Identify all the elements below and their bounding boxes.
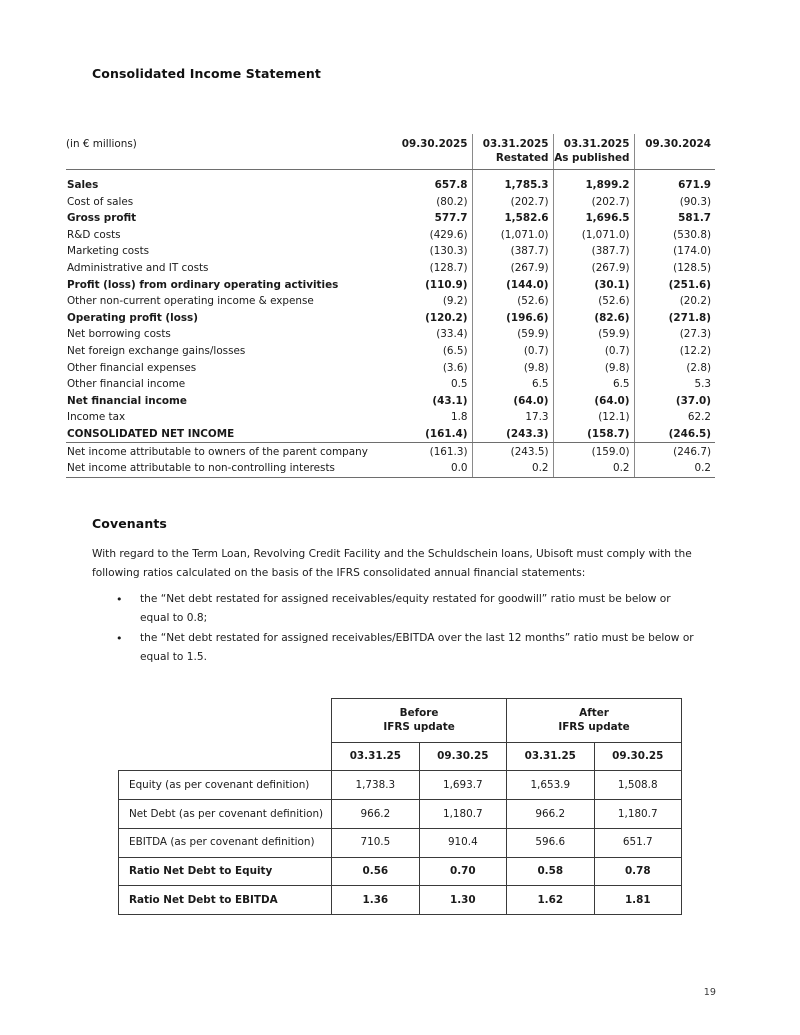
income-row-value: (52.6) (553, 293, 634, 310)
covenants-intro-paragraph: With regard to the Term Loan, Revolving Credit Facility and the Schuldschein loans, Ubisoft must comply with the following ratios calculated on the basis of the IFRS consolidated annual financial statements: (92, 548, 692, 580)
covenants-empty-corner (119, 742, 332, 771)
income-row-value: (33.4) (436, 328, 468, 341)
income-row-value: (3.6) (442, 361, 468, 374)
covenants-row-value: 710.5 (332, 828, 419, 857)
covenants-row-label: Ratio Net Debt to EBITDA (119, 886, 332, 915)
income-row-value: (90.3) (634, 194, 715, 211)
income-row-value: 0.2 (634, 460, 715, 477)
income-row-value: 6.5 (472, 376, 553, 393)
income-row-value: (9.8) (472, 360, 553, 377)
covenants-row-label: Net Debt (as per covenant definition) (119, 800, 332, 829)
income-row-value: (82.6) (553, 310, 634, 327)
income-row-value: (159.0) (553, 443, 634, 460)
table-row (66, 310, 715, 327)
covenants-row-value: 596.6 (507, 828, 594, 857)
table-row (66, 360, 715, 377)
income-row-value: (243.3) (472, 426, 553, 443)
income-row-label: CONSOLIDATED NET INCOME (66, 426, 391, 443)
income-row-value: 1,785.3 (472, 177, 553, 194)
list-item (116, 629, 704, 668)
income-column-header: 03.31.2025 Restated (472, 134, 553, 170)
covenants-row-value: 1,653.9 (507, 771, 594, 800)
table-row (66, 277, 715, 294)
covenants-column-header: 09.30.25 (419, 742, 506, 771)
income-row-value: (158.7) (553, 426, 634, 443)
page-title-income-statement: Consolidated Income Statement (92, 66, 321, 81)
table-row (66, 227, 715, 244)
income-row-value: (59.9) (553, 326, 634, 343)
page-title-covenants: Covenants (92, 516, 167, 531)
income-row-value: (429.6) (429, 228, 468, 241)
covenants-row-value: 1,180.7 (594, 800, 681, 829)
bullet-dot-icon: • (116, 593, 123, 606)
covenants-row-value: 651.7 (594, 828, 681, 857)
income-row-value: (0.7) (553, 343, 634, 360)
income-row-label: Operating profit (loss) (67, 311, 198, 324)
income-row-value: 0.2 (553, 460, 634, 477)
covenants-row-value: 1.30 (419, 886, 506, 915)
income-row-value: (530.8) (634, 227, 715, 244)
income-column-header: 03.31.2025 As published (553, 134, 634, 170)
covenants-row-value: 1,180.7 (419, 800, 506, 829)
covenants-row-value: 0.56 (332, 857, 419, 886)
income-row-value: 1.8 (450, 411, 468, 424)
income-row-value: (52.6) (472, 293, 553, 310)
table-row (66, 393, 715, 410)
income-row-value: 1,696.5 (553, 210, 634, 227)
income-row-value: (161.3) (429, 445, 468, 458)
income-row-label: Other non-current operating income & expense (67, 295, 314, 308)
income-column-header: 09.30.2024 (634, 134, 715, 170)
table-row (119, 771, 682, 800)
table-row (119, 800, 682, 829)
income-row-value: 577.7 (434, 212, 468, 225)
income-row-value: (251.6) (634, 277, 715, 294)
income-row-value: (130.3) (429, 245, 468, 258)
income-row-value: (9.2) (442, 295, 468, 308)
list-item (116, 590, 704, 629)
income-row-label: R&D costs (67, 228, 121, 241)
covenants-empty-corner (119, 699, 332, 743)
income-row-value: (246.5) (634, 426, 715, 443)
table-row (66, 426, 715, 443)
income-row-value: (9.8) (553, 360, 634, 377)
list-item-text: the “Net debt restated for assigned receivables/EBITDA over the last 12 months” ratio must be below or equal to 1.5. (140, 631, 694, 663)
income-row-value: (1,071.0) (472, 227, 553, 244)
table-row (66, 443, 715, 460)
covenants-row-value: 1.36 (332, 886, 419, 915)
income-row-value: (267.9) (553, 260, 634, 277)
income-row-label: Net borrowing costs (67, 328, 171, 341)
income-row-value: 1,582.6 (472, 210, 553, 227)
income-row-value: (161.4) (391, 426, 472, 443)
income-row-value: (64.0) (553, 393, 634, 410)
income-row-value: 657.8 (434, 179, 468, 192)
income-row-value: (128.7) (429, 262, 468, 275)
income-statement-table (66, 134, 715, 478)
income-row-label: Net income attributable to owners of the parent company (67, 445, 368, 458)
page-number: 19 (703, 987, 716, 998)
income-row-label: Income tax (67, 411, 126, 424)
table-row (66, 293, 715, 310)
table-row (66, 409, 715, 426)
income-unit-label: (in € millions) (66, 134, 391, 170)
covenants-group-header: After IFRS update (507, 699, 682, 743)
income-row-label: Profit (loss) from ordinary operating activities (67, 278, 339, 291)
income-row-value: 62.2 (634, 409, 715, 426)
covenants-row-value: 0.58 (507, 857, 594, 886)
income-row-value: 581.7 (634, 210, 715, 227)
table-row (66, 177, 715, 194)
table-row (119, 886, 682, 915)
income-row-value: (37.0) (634, 393, 715, 410)
covenants-row-value: 1,508.8 (594, 771, 681, 800)
income-row-value: (120.2) (425, 311, 468, 324)
covenants-group-header: Before IFRS update (332, 699, 507, 743)
table-row (66, 376, 715, 393)
income-row-value: (267.9) (472, 260, 553, 277)
income-row-value: 1,899.2 (553, 177, 634, 194)
covenants-group-header-row (119, 699, 682, 743)
income-row-label: Other financial income (67, 378, 186, 391)
income-row-value: (27.3) (634, 326, 715, 343)
covenants-row-value: 966.2 (507, 800, 594, 829)
income-row-value: (196.6) (472, 310, 553, 327)
income-row-value: (64.0) (472, 393, 553, 410)
income-row-value: (43.1) (432, 394, 468, 407)
covenants-row-value: 1,738.3 (332, 771, 419, 800)
income-row-value: 0.5 (450, 378, 468, 391)
income-row-value: (0.7) (472, 343, 553, 360)
income-row-value: (12.2) (634, 343, 715, 360)
income-row-value: (243.5) (472, 443, 553, 460)
covenants-bullet-list (116, 590, 704, 667)
table-row (66, 210, 715, 227)
income-row-value: 671.9 (634, 177, 715, 194)
income-row-value: (1,071.0) (553, 227, 634, 244)
income-row-label: Marketing costs (67, 245, 150, 258)
income-row-label: Cost of sales (67, 195, 134, 208)
table-row (66, 194, 715, 211)
income-row-value: (30.1) (553, 277, 634, 294)
income-row-value: (6.5) (442, 345, 468, 357)
covenants-column-header: 03.31.25 (507, 742, 594, 771)
table-row (66, 243, 715, 260)
covenants-row-value: 1.62 (507, 886, 594, 915)
income-row-value: (128.5) (634, 260, 715, 277)
table-row (66, 260, 715, 277)
income-row-value: 0.0 (391, 460, 472, 477)
income-row-value: (387.7) (553, 243, 634, 260)
income-row-value: 6.5 (553, 376, 634, 393)
covenants-row-value: 910.4 (419, 828, 506, 857)
income-row-value: (271.8) (634, 310, 715, 327)
covenants-row-value: 1.81 (594, 886, 681, 915)
table-row (119, 828, 682, 857)
income-row-value: (246.7) (634, 443, 715, 460)
income-row-label: Net income attributable to non-controlling interests (66, 460, 391, 477)
covenants-row-label: Ratio Net Debt to Equity (119, 857, 332, 886)
table-row (66, 343, 715, 360)
income-column-header: 09.30.2025 (391, 134, 472, 170)
income-row-value: (110.9) (425, 278, 468, 291)
income-statement-table-container (66, 134, 715, 478)
covenants-date-header-row (119, 742, 682, 771)
table-row (66, 326, 715, 343)
income-row-label: Sales (67, 179, 99, 192)
income-row-value: (80.2) (436, 195, 468, 208)
income-row-label: Net financial income (67, 394, 187, 407)
income-row-value: (387.7) (472, 243, 553, 260)
covenants-column-header: 09.30.25 (594, 742, 681, 771)
covenants-row-label: EBITDA (as per covenant definition) (119, 828, 332, 857)
covenants-row-value: 966.2 (332, 800, 419, 829)
income-row-value: (144.0) (472, 277, 553, 294)
table-row (66, 460, 715, 477)
list-item-text: the “Net debt restated for assigned receivables/equity restated for goodwill” ratio must be below or equal to 0.8; (140, 593, 671, 625)
income-row-value: (12.1) (553, 409, 634, 426)
covenants-row-label: Equity (as per covenant definition) (119, 771, 332, 800)
income-row-label: Gross profit (67, 212, 137, 225)
income-row-value: 0.2 (472, 460, 553, 477)
income-row-label: Other financial expenses (67, 361, 197, 374)
income-row-value: (202.7) (472, 194, 553, 211)
income-row-label: Net foreign exchange gains/losses (67, 345, 246, 357)
covenants-row-value: 0.78 (594, 857, 681, 886)
income-table-header-row (66, 134, 715, 170)
table-row (119, 857, 682, 886)
income-row-value: (202.7) (553, 194, 634, 211)
covenants-row-value: 1,693.7 (419, 771, 506, 800)
covenants-table (118, 698, 682, 915)
covenants-row-value: 0.70 (419, 857, 506, 886)
income-table-spacer (66, 170, 715, 177)
income-row-value: (20.2) (634, 293, 715, 310)
income-row-value: (2.8) (634, 360, 715, 377)
covenants-table-container (118, 698, 682, 915)
covenants-column-header: 03.31.25 (332, 742, 419, 771)
income-row-value: 5.3 (634, 376, 715, 393)
income-row-label: Administrative and IT costs (67, 262, 209, 275)
bullet-dot-icon: • (116, 631, 123, 645)
income-row-value: 17.3 (472, 409, 553, 426)
income-row-value: (59.9) (472, 326, 553, 343)
income-row-value: (174.0) (634, 243, 715, 260)
